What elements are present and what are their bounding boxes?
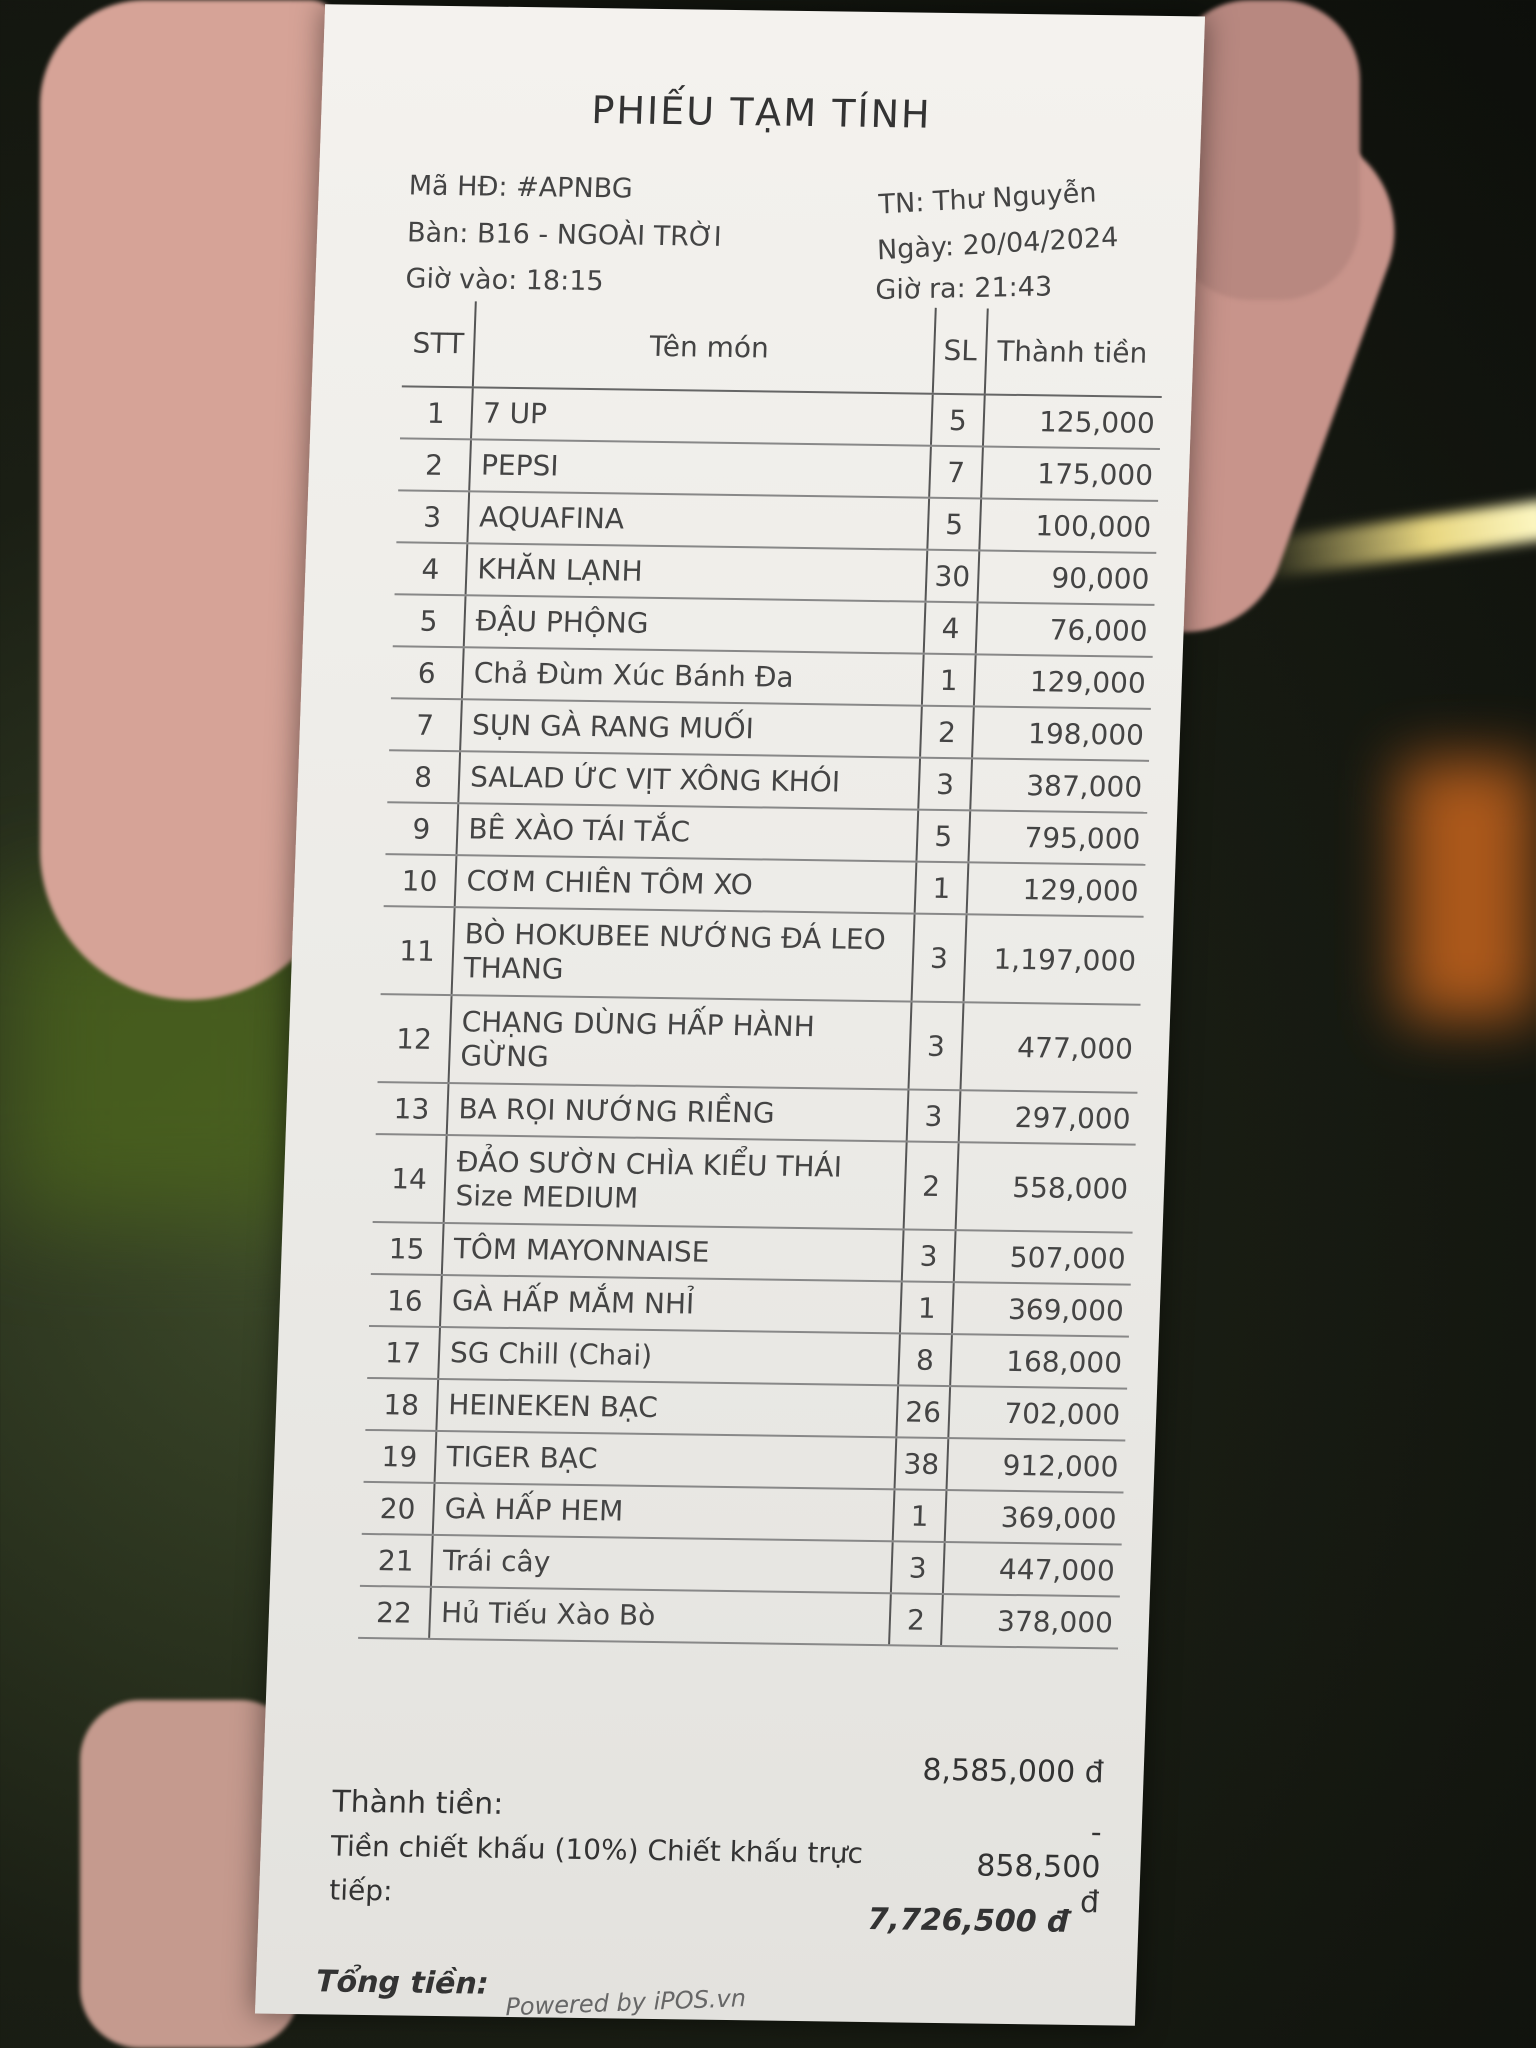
item-stt: 10 [401, 863, 438, 898]
item-name: ĐẢO SƯỜN CHÌA KIỂU THÁI Size MEDIUM [443, 1136, 908, 1228]
item-amount: 369,000 [1000, 1500, 1118, 1535]
time-out: Giờ ra: 21:43 [875, 271, 1053, 307]
item-qty: 3 [908, 1091, 962, 1142]
item-amount: 702,000 [1003, 1396, 1121, 1431]
item-qty: 1 [894, 1490, 948, 1541]
item-stt: 7 [415, 708, 435, 742]
item-qty: 1 [923, 655, 977, 706]
item-name: CHẠNG DÙNG HẤP HÀNH GỪNG [448, 996, 913, 1088]
item-name: BA RỌI NƯỚNG RIỀNG [446, 1084, 910, 1140]
item-stt: 17 [384, 1335, 422, 1370]
invoice-id: Mã HĐ: #APNBG [408, 170, 634, 205]
total-value: 7,726,500 đ [867, 1902, 1070, 1940]
item-amount: 90,000 [1050, 560, 1150, 596]
item-amount: 558,000 [1011, 1170, 1129, 1206]
item-name: ĐẬU PHỘNG [463, 596, 927, 652]
item-qty: 26 [897, 1386, 951, 1437]
table-row [377, 995, 1140, 1094]
item-stt: 6 [417, 656, 437, 690]
item-name: BÒ HOKUBEE NƯỚNG ĐÁ LEO THANG [451, 908, 916, 1000]
item-qty: 5 [917, 811, 971, 862]
item-stt: 4 [420, 552, 440, 586]
item-amount: 100,000 [1034, 508, 1152, 544]
item-name: TIGER BẠC [434, 1432, 898, 1488]
total-label: Tổng tiền: [315, 1964, 490, 2002]
item-qty: 3 [919, 759, 973, 810]
item-amount: 378,000 [996, 1604, 1114, 1639]
item-amount: 125,000 [1038, 404, 1156, 440]
item-amount: 76,000 [1049, 612, 1149, 648]
item-amount: 507,000 [1009, 1240, 1127, 1276]
item-qty: 3 [913, 915, 968, 1002]
item-stt: 5 [419, 604, 439, 638]
item-qty: 38 [896, 1438, 950, 1489]
item-stt: 13 [393, 1091, 430, 1126]
item-amount: 795,000 [1023, 820, 1141, 856]
item-name: GÀ HẤP HEM [432, 1484, 896, 1540]
item-qty: 2 [890, 1594, 944, 1645]
item-name: Chả Đùm Xúc Bánh Đa [461, 648, 925, 704]
item-name: PEPSI [468, 440, 932, 496]
table-row [373, 1135, 1136, 1234]
date: Ngày: 20/04/2024 [876, 221, 1119, 267]
item-amount: 129,000 [1029, 664, 1147, 700]
item-name: KHĂN LẠNH [465, 544, 929, 600]
item-name: TÔM MAYONNAISE [441, 1224, 905, 1280]
header-amount: Thành tiền [996, 334, 1148, 370]
item-name: GÀ HẤP MẮM NHỈ [439, 1276, 903, 1332]
item-amount: 1,197,000 [992, 942, 1137, 978]
item-name: HEINEKEN BẠC [435, 1380, 899, 1436]
item-amount: 175,000 [1036, 456, 1154, 492]
item-qty: 5 [928, 499, 982, 550]
subtotal-value: 8,585,000 đ [921, 1752, 1105, 1791]
item-amount: 369,000 [1007, 1292, 1125, 1328]
item-qty: 3 [910, 1003, 965, 1090]
item-qty: 3 [903, 1230, 957, 1281]
time-in: Giờ vào: 18:15 [405, 263, 605, 298]
item-stt: 18 [382, 1387, 420, 1422]
item-name: SG Chill (Chai) [437, 1328, 901, 1384]
item-stt: 2 [424, 448, 444, 482]
item-qty: 2 [921, 707, 975, 758]
item-stt: 8 [413, 760, 433, 794]
header-qty: SL [934, 308, 989, 394]
item-stt: 11 [398, 933, 436, 968]
item-qty: 4 [925, 603, 979, 654]
item-name: SALAD ỨC VỊT XÔNG KHÓI [457, 752, 921, 808]
item-amount: 297,000 [1014, 1100, 1132, 1136]
item-amount: 912,000 [1002, 1448, 1119, 1483]
table-number: Bàn: B16 - NGOÀI TRỜI [406, 217, 723, 253]
item-stt: 15 [388, 1231, 426, 1266]
item-qty: 30 [927, 551, 981, 602]
item-name: AQUAFINA [466, 492, 930, 548]
item-stt: 20 [379, 1491, 417, 1526]
item-qty: 1 [916, 863, 970, 914]
item-amount: 447,000 [998, 1552, 1116, 1587]
background-orange-blur [1400, 760, 1536, 1020]
item-name: BÊ XÀO TÁI TẮC [456, 804, 920, 860]
item-amount: 168,000 [1005, 1344, 1123, 1380]
item-stt: 14 [390, 1161, 428, 1196]
header-name: Tên món [472, 301, 937, 392]
item-amount: 477,000 [1016, 1030, 1134, 1066]
item-stt: 1 [426, 396, 446, 430]
item-amount: 129,000 [1022, 872, 1140, 908]
item-qty: 3 [892, 1542, 946, 1593]
item-name: SỤN GÀ RANG MUỐI [459, 700, 923, 756]
header-stt: STT [412, 326, 465, 361]
item-stt: 12 [395, 1021, 433, 1056]
item-qty: 7 [930, 447, 984, 498]
item-stt: 16 [386, 1283, 424, 1318]
discount-value: - 858,500 đ [975, 1815, 1103, 1921]
item-qty: 5 [932, 395, 986, 446]
item-stt: 22 [375, 1595, 413, 1630]
item-name: 7 UP [470, 388, 934, 444]
item-qty: 2 [905, 1142, 960, 1229]
item-amount: 198,000 [1027, 716, 1145, 752]
table-body [358, 387, 1162, 1649]
item-name: Trái cây [430, 1536, 894, 1592]
items-table [358, 300, 1165, 1649]
item-stt: 21 [377, 1543, 415, 1578]
item-stt: 9 [411, 812, 431, 846]
subtotal-label: Thành tiền: [331, 1784, 504, 1822]
table-header [402, 300, 1165, 398]
discount-label: Tiền chiết khấu (10%) Chiết khấu trực tiếp: [328, 1829, 864, 1908]
item-stt: 3 [422, 500, 442, 534]
item-stt: 19 [381, 1439, 418, 1474]
powered-by-footer: Powered by iPOS.vn [505, 1984, 747, 2022]
receipt-title: PHIẾU TẠM TÍNH [590, 87, 933, 137]
item-name: CƠM CHIÊN TÔM XO [454, 856, 918, 912]
item-amount: 387,000 [1025, 768, 1143, 804]
cashier-name: TN: Thư Nguyễn [878, 177, 1097, 221]
item-qty: 1 [901, 1282, 955, 1333]
item-qty: 8 [899, 1334, 953, 1385]
receipt-paper [255, 4, 1205, 2026]
table-row [358, 1587, 1120, 1650]
table-row [381, 907, 1144, 1006]
item-name: Hủ Tiếu Xào Bò [428, 1588, 892, 1644]
